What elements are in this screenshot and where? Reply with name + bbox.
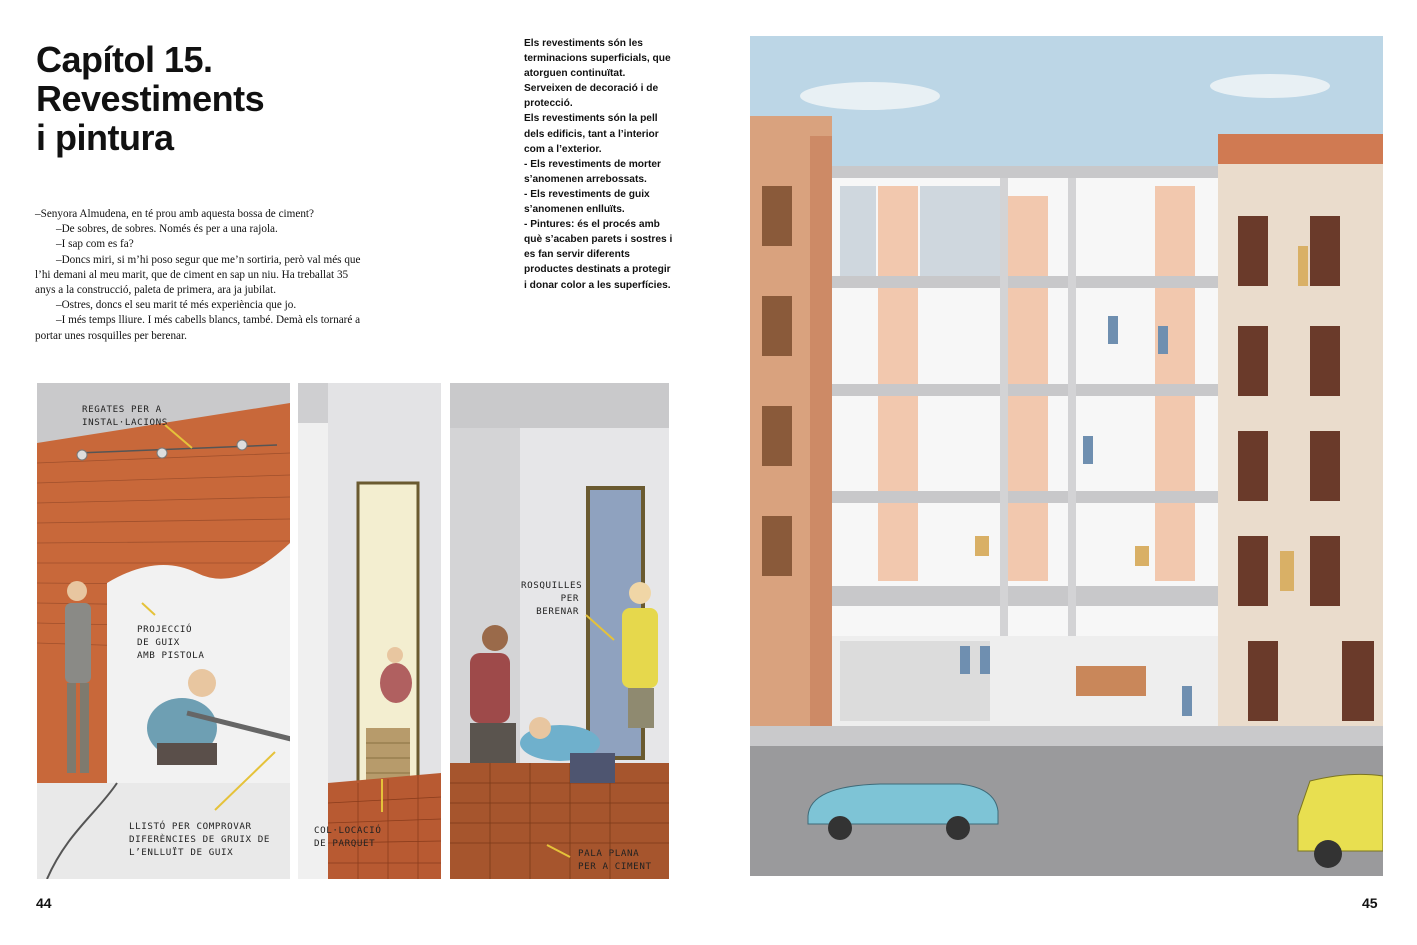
label-line: PER [560,593,579,604]
label-projeccio [137,623,204,662]
label-line: AMB PISTOLA [137,650,205,661]
definition-paragraph: Els revestiments són les terminacions superficials, que atorguen continuïtat. Serveixen de decoració i de protecció. [524,38,671,110]
label-line: INSTAL·LACIONS [82,417,168,428]
title-line-3: i pintura [36,117,174,158]
label-line: LLISTÓ PER COMPROVAR [129,821,252,832]
label-line: REGATES PER A [82,404,162,415]
label-line: BERENAR [536,606,579,617]
dialogue-line: –Senyora Almudena, en té prou amb aquesta bossa de ciment? [35,208,314,220]
dialogue-line: –De sobres, de sobres. Només és per a una rajola. [56,223,278,236]
label-line: DIFERÈNCIES DE GRUIX DE [129,834,271,845]
label-parquet [314,824,381,850]
dialogue-line: –I sap com es fa? [56,238,134,251]
label-line: DE GUIX [137,637,180,648]
label-line: PER A CIMENT [578,861,652,872]
label-rosquilles [521,579,583,618]
label-line: PALA PLANA [578,848,640,859]
label-llisto [129,820,270,859]
chapter-title [36,40,264,157]
label-line: L’ENLLUÏT DE GUIX [129,847,234,858]
dialogue-text [35,207,365,344]
page-number-left: 44 [36,895,52,911]
dialogue-line: –Ostres, doncs el seu marit té més experiència que jo. [56,299,297,312]
definition-paragraph: - Pintures: és el procés amb què s’acaben parets i sostres i es fan servir diferents productes destinats a protegir i donar color a les superfícies. [524,219,673,291]
dialogue-line: –Doncs miri, si m’hi poso segur que me’n sortiria, però val més que l’hi demani al meu marit, que de ciment en sap un niu. Ha treballat 35 anys a la construcció, paleta de primera, ara ja jubilat. [35,253,361,297]
label-regates [82,403,168,429]
building-section-illustration [750,36,1383,876]
title-line-2: Revestiments [36,78,265,119]
label-line: ROSQUILLES [521,580,583,591]
definition-paragraph: - Els revestiments de guix s’anomenen enlluïts. [524,188,650,216]
label-pala [578,847,652,873]
definition-paragraph: - Els revestiments de morter s’anomenen arrebossats. [524,158,662,185]
illustration-panel-tiling [450,383,669,879]
page-number-right: 45 [1362,895,1378,911]
label-line: PROJECCIÓ [137,624,193,635]
title-line-1: Capítol 15. [36,39,213,80]
label-line: DE PARQUET [314,838,376,849]
dialogue-line: –I més temps lliure. I més cabells blancs, també. Demà els tornaré a portar unes rosquilles per berenar. [35,314,361,342]
definitions-sidebar [524,36,674,293]
definition-paragraph: Els revestiments són la pell dels edificis, tant a l’interior com a l’exterior. [524,113,659,155]
label-line: COL·LOCACIÓ [314,825,382,836]
illustration-panel-parquet [298,383,441,879]
